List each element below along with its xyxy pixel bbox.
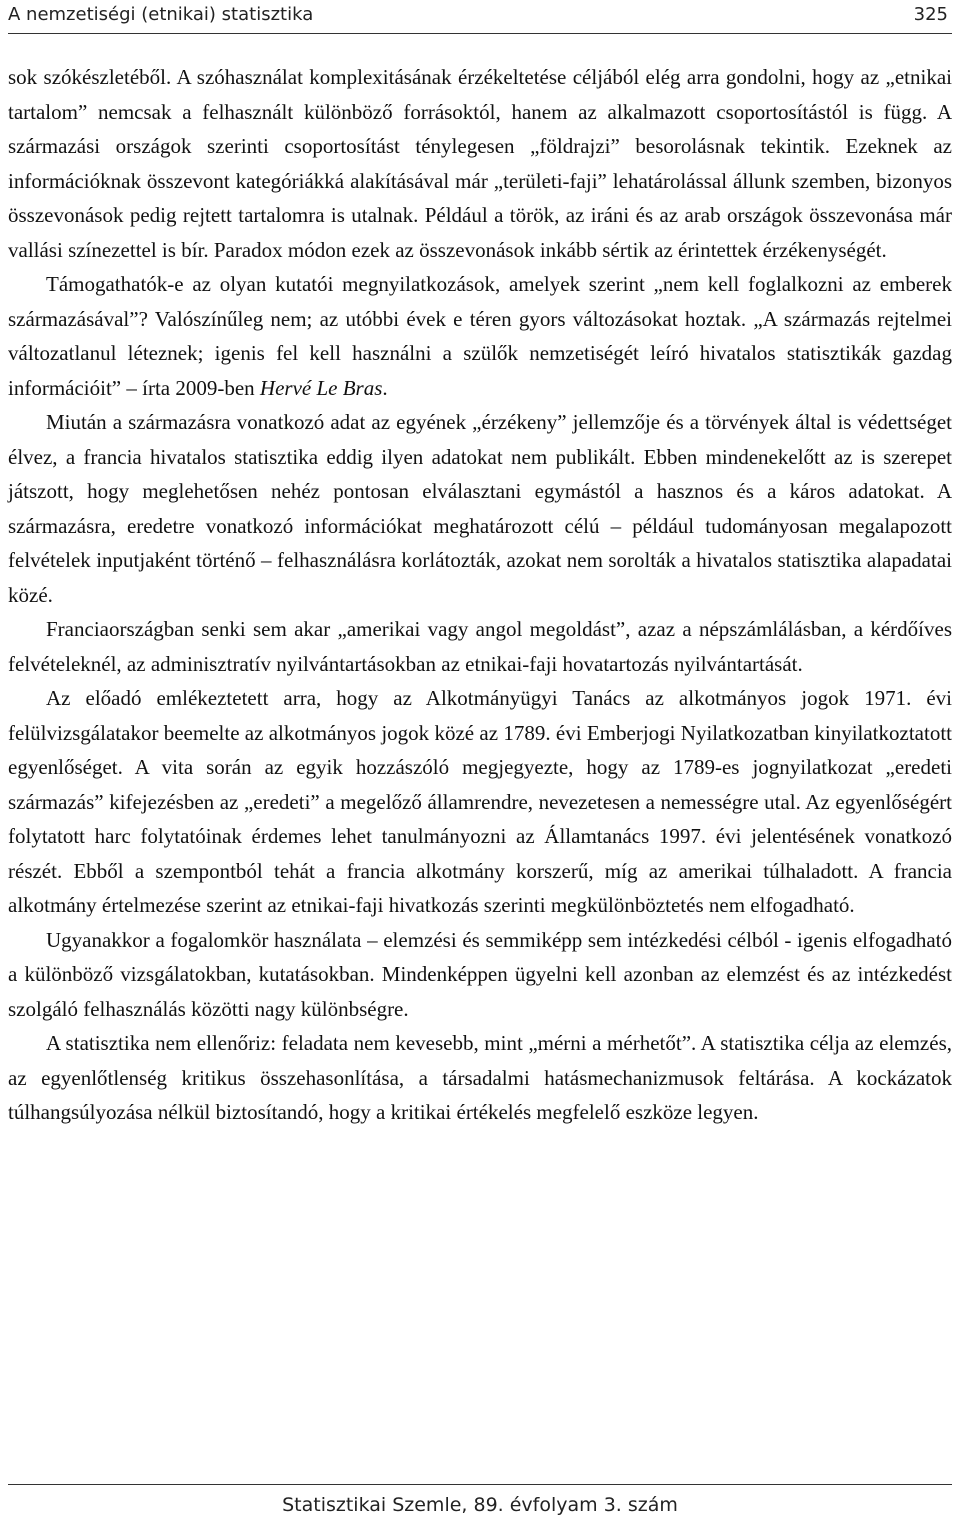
footer-divider — [8, 1484, 952, 1485]
cited-author: Hervé Le Bras — [259, 375, 383, 400]
paragraph: A statisztika nem ellenőriz: feladata nem kevesebb, mint „mérni a mérhetőt”. A statisztika célja az elemzés, az egyenlőtlenség kritikus összehasonlítása, a társadalmi hatásmechanizmusok feltárása. A kockázatok túlhangsúlyozása nélkül biztosítandó, hogy a kritikai értékelés megfelelő eszköze legyen. — [8, 1031, 952, 1124]
paragraph: Ugyanakkor a fogalomkör használata – elemzési és semmiképp sem intézkedési célból - igenis elfogadható a különböző vizsgálatokban, kutatásokban. Mindenképpen ügyelni kell azonban az elemzést és az intézkedést szolgáló felhasználás közötti nagy különbségre. — [8, 927, 952, 1021]
running-head-title: A nemzetiségi (etnikai) statisztika — [8, 4, 314, 25]
article-body — [8, 60, 952, 1130]
paragraph: Miután a származásra vonatkozó adat az egyének „érzékeny” jellemzője és a törvények által is védettséget élvez, a francia hivatalos statisztika eddig ilyen adatokat nem publikált. Ebben mindenekelőtt az is szerepet játszott, hogy meglehetősen nehéz pontosan elválasztani egymástól a hasznos és a káros adatokat. A származásra, eredetre vonatkozó információkat meghatározott célú – például tudományosan megalapozott felvételek inputjaként történő – felhasználásra korlátozták, azokat nem sorolták a hivatalos statisztika alapadatai közé. — [8, 410, 952, 607]
running-footer: Statisztikai Szemle, 89. évfolyam 3. szám — [282, 1494, 678, 1516]
paragraph-text: Támogathatók-e az olyan kutatói megnyilatkozások, amelyek szerint „nem kell foglalkozni az emberek származásával”? Valószínűleg nem; az utóbbi évek e téren gyors változásokat hoztak. „A származás rejtelmei változatlanul léteznek; igenis fel kell használni a szülők nemzetiségét leíró hivatalos statisztikák gazdag információit” – írta 2009-ben — [8, 272, 952, 400]
paragraph-continuation: sok szókészletéből. A szóhasználat komplexitásának érzékeltetése céljából elég arra gondolni, hogy az „etnikai tartalom” nemcsak a felhasznált különböző forrásoktól, hanem az alkalmazott csoportosítástól is függ. A származási országok szerinti csoportosítást ténylegesen „földrajzi” besorolásnak tekintik. Ezeknek az információknak összevont kategóriákká alakításával már „területi-faji” lehatárolással állunk szemben, bizonyos összevonások pedig rejtett tartalomra is utalnak. Például a török, az iráni és az arab országok összevonása már vallási színezettel is bír. Paradox módon ezek az összevonások inkább sértik az érintettek érzékenységét. — [8, 65, 952, 262]
page-number: 325 — [913, 4, 948, 25]
header-divider — [8, 33, 952, 34]
running-head — [8, 2, 952, 28]
paragraph: Franciaországban senki sem akar „amerikai vagy angol megoldást”, azaz a népszámlálásban, a kérdőíves felvételeknél, az adminisztratív nyilvántartásokban az etnikai-faji hovatartozás nyilvántartását. — [8, 617, 952, 676]
paragraph: Az előadó emlékeztetett arra, hogy az Alkotmányügyi Tanács az alkotmányos jogok 1971. évi felülvizsgálatakor beemelte az alkotmányos jogok közé az 1789. évi Emberjogi Nyilatkozatban kinyilatkoztatott egyenlőséget. A vita során az egyik hozzászóló megjegyezte, hogy az 1789-es jognyilatkozat „eredeti származás” kifejezésben az „eredeti” a megelőző államrendre, nevezetesen a nemességre utal. Az egyenlőségért folytatott harc folytatóinak érdemes lehet tanulmányozni az Államtanács 1997. évi jelentésének vonatkozó részét. Ebből a szempontból tehát a francia alkotmány korszerű, míg az amerikai túlhaladott. A francia alkotmány értelmezése szerint az etnikai-faji hivatkozás szerinti megkülönböztetés nem elfogadható. — [8, 686, 952, 917]
paragraph — [8, 267, 952, 405]
paragraph-end: . — [382, 375, 388, 400]
